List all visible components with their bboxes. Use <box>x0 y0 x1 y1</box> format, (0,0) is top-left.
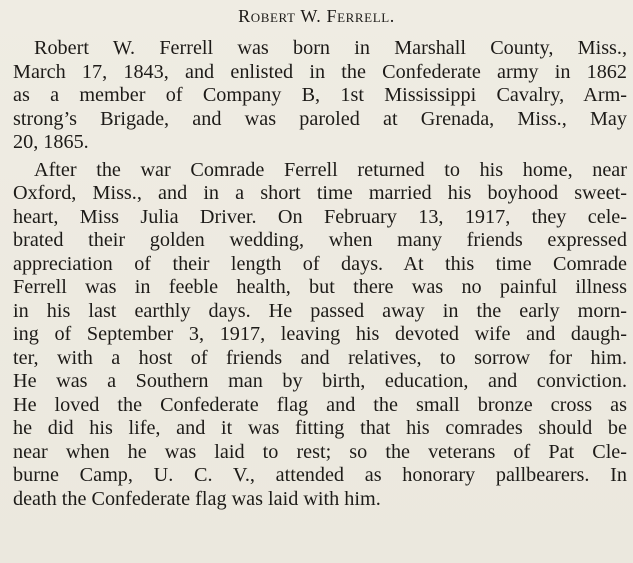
paragraph-line: strong’s Brigade, and was paroled at Grenada, Miss., May <box>13 107 627 130</box>
paragraph-line: as a member of Company B, 1st Mississippi Cavalry, Arm- <box>13 84 627 106</box>
paragraph-line: After the war Comrade Ferrell returned to his home, near <box>34 158 627 181</box>
article-body <box>13 37 627 511</box>
paragraph-line: brated their golden wedding, when many friends expressed <box>13 229 627 251</box>
paragraph-line: ing of September 3, 1917, leaving his devoted wife and daugh- <box>13 323 627 345</box>
paragraph-line: Robert W. Ferrell was born in Marshall County, Miss., <box>34 37 627 59</box>
bleed-through-bottom <box>0 552 633 563</box>
paragraph-line: in his last earthly days. He passed away in the early morn- <box>13 299 627 322</box>
paragraph-line: he did his life, and it was fitting that his comrades should be <box>13 417 627 439</box>
paragraph-line: heart, Miss Julia Driver. On February 13, 1917, they cele- <box>13 205 627 228</box>
paragraph-1 <box>13 37 627 155</box>
paragraph-line: He loved the Confederate flag and the small bronze cross as <box>13 393 627 416</box>
paragraph-2 <box>13 159 627 512</box>
paragraph-line: burne Camp, U. C. V., attended as honorary pallbearers. In <box>13 464 627 486</box>
paragraph-line: ter, with a host of friends and relatives, to sorrow for him. <box>13 346 627 369</box>
paragraph-line: He was a Southern man by birth, education, and conviction. <box>13 370 627 392</box>
paragraph-line: appreciation of their length of days. At this time Comrade <box>13 252 627 275</box>
paragraph-line: Ferrell was in feeble health, but there was no painful illness <box>13 276 627 298</box>
article-title: Robert W. Ferrell. <box>238 6 395 26</box>
paragraph-line: near when he was laid to rest; so the veterans of Pat Cle- <box>13 440 627 463</box>
paragraph-line: death the Confederate flag was laid with him. <box>13 487 381 510</box>
paragraph-line: 20, 1865. <box>13 131 89 153</box>
paragraph-line: Oxford, Miss., and in a short time married his boyhood sweet- <box>13 182 627 204</box>
paragraph-line: March 17, 1843, and enlisted in the Confederate army in 1862 <box>13 60 627 83</box>
